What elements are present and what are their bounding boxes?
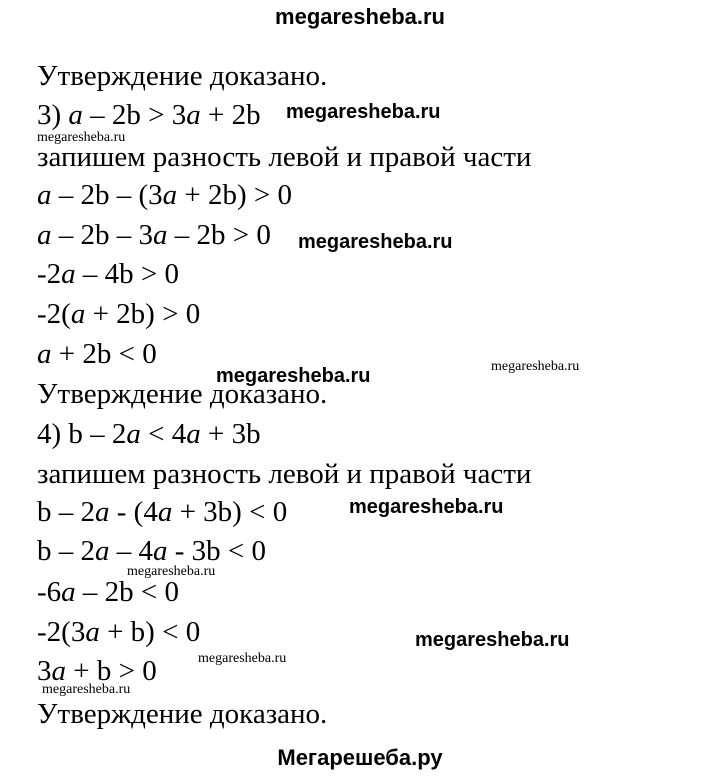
var-a: a [95, 496, 110, 528]
step-8 [37, 578, 179, 607]
var-a: a [95, 535, 110, 567]
statement-proved-1: Утверждение доказано. [37, 60, 328, 92]
text: -2( [37, 298, 71, 330]
statement-proved-3: Утверждение доказано. [37, 698, 328, 730]
var-a: a [153, 535, 168, 567]
text: b – 2 [37, 496, 95, 528]
var-a: a [157, 496, 173, 528]
text: + 2b [200, 99, 261, 131]
text: – 2b > 3 [82, 99, 187, 131]
text: + b) < 0 [99, 616, 201, 648]
var-a: a [37, 179, 52, 211]
text: -2(3 [37, 616, 86, 648]
text: – 2b < 0 [75, 576, 180, 608]
step-2 [37, 221, 271, 250]
item-4-inequality [37, 420, 261, 449]
page-footer: Мегарешеба.ру [277, 745, 443, 770]
text: b – 2 [37, 535, 95, 567]
var-a: a [68, 99, 83, 131]
text: + 2b < 0 [51, 338, 157, 370]
text: - (4 [109, 496, 158, 528]
watermark: megaresheba.ru [216, 365, 371, 387]
var-a: a [186, 99, 201, 131]
var-a: a [61, 258, 76, 290]
var-a: a [126, 418, 141, 450]
watermark: megaresheba.ru [37, 130, 126, 145]
var-a: a [162, 179, 178, 211]
watermark: megaresheba.ru [491, 359, 580, 374]
text: + 3b) < 0 [172, 496, 288, 528]
watermark: megaresheba.ru [198, 651, 287, 666]
step-7 [37, 537, 266, 566]
watermark: megaresheba.ru [286, 101, 441, 123]
step-4 [37, 300, 200, 329]
step-1 [37, 181, 292, 210]
text: 3) [37, 99, 69, 131]
text: - 3b < 0 [167, 535, 267, 567]
text: – 2b – (3 [51, 179, 163, 211]
text: – 2b > 0 [167, 219, 271, 251]
difference-instruction-1: запишем разность левой и правой части [37, 141, 532, 173]
text: + 3b [200, 418, 261, 450]
var-a: a [37, 338, 52, 370]
text: + 2b) > 0 [85, 298, 201, 330]
step-5 [37, 340, 157, 369]
text: -6 [37, 576, 62, 608]
watermark: megaresheba.ru [415, 629, 570, 651]
difference-instruction-2: запишем разность левой и правой части [37, 458, 532, 490]
var-a: a [70, 298, 86, 330]
text: < 4 [140, 418, 187, 450]
step-3 [37, 260, 179, 289]
watermark: megaresheba.ru [298, 231, 453, 253]
var-a: a [61, 576, 76, 608]
var-a: a [186, 418, 201, 450]
statement-proved-2: Утверждение доказано. [37, 378, 328, 410]
page-header: megaresheba.ru [275, 4, 445, 29]
step-6 [37, 498, 287, 527]
text: -2 [37, 258, 62, 290]
text: – 4b > 0 [75, 258, 180, 290]
text: 4) b – 2 [37, 418, 127, 450]
text: – 4 [109, 535, 153, 567]
text: 3 [37, 655, 52, 687]
text: + b > 0 [66, 655, 157, 687]
step-9 [37, 618, 200, 647]
watermark: megaresheba.ru [42, 682, 131, 697]
var-a: a [37, 219, 52, 251]
text: – 2b – 3 [51, 219, 153, 251]
watermark: megaresheba.ru [127, 564, 216, 579]
var-a: a [51, 655, 66, 687]
watermark: megaresheba.ru [349, 496, 504, 518]
text: + 2b) > 0 [177, 179, 293, 211]
item-3-inequality [37, 101, 261, 130]
var-a: a [153, 219, 168, 251]
var-a: a [85, 616, 100, 648]
